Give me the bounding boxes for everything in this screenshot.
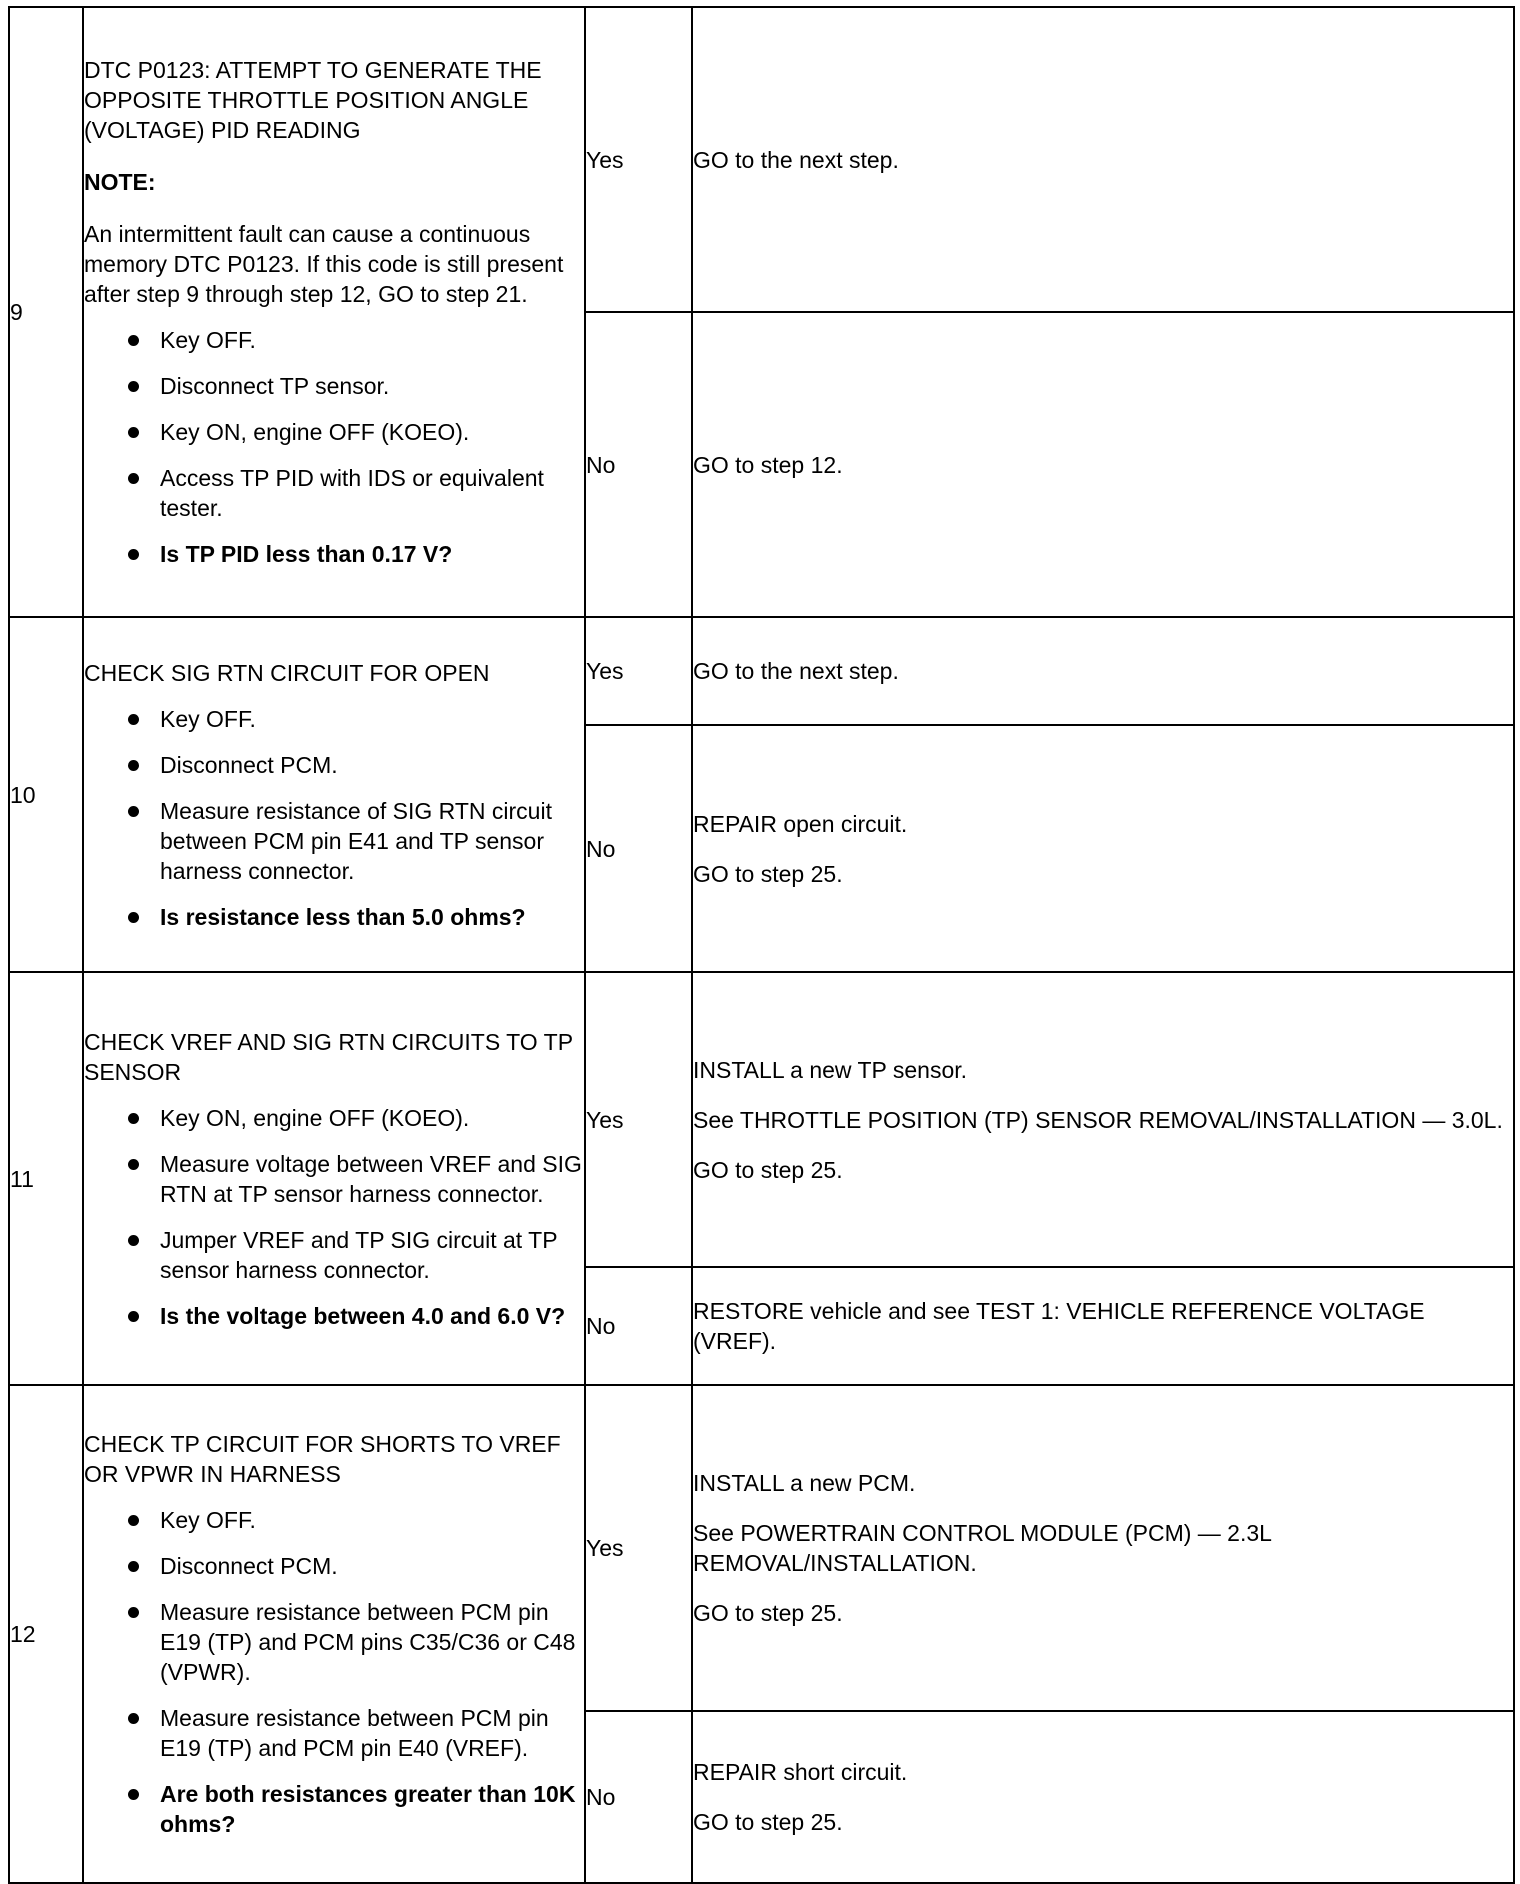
action-text: GO to step 12.: [693, 451, 843, 478]
question-item: [84, 539, 584, 569]
action-text: GO to step 25.: [693, 860, 843, 887]
result-no: No: [585, 725, 692, 972]
bullet-item: [84, 1103, 584, 1133]
bullet-item: [84, 1597, 584, 1687]
action-no: [692, 1267, 1514, 1385]
question-text: Is TP PID less than 0.17 V?: [160, 541, 453, 567]
bullet-dot-icon: [128, 806, 139, 817]
step-row-yes: [9, 1385, 1514, 1711]
note-text: An intermittent fault can cause a continuous memory DTC P0123. If this code is still present after step 9 through step 12, GO to step 21.: [84, 221, 564, 307]
step-heading: CHECK SIG RTN CIRCUIT FOR OPEN: [84, 659, 490, 686]
bullet-text: Disconnect PCM.: [160, 751, 338, 778]
step-heading: CHECK TP CIRCUIT FOR SHORTS TO VREF OR VPWR IN HARNESS: [84, 1431, 561, 1487]
bullet-dot-icon: [128, 335, 139, 346]
action-no: [692, 312, 1514, 617]
bullet-text: Key ON, engine OFF (KOEO).: [160, 1104, 470, 1131]
bullet-dot-icon: [128, 1113, 139, 1124]
bullet-item: [84, 1703, 584, 1763]
bullet-dot-icon: [128, 473, 139, 484]
note-label: NOTE:: [84, 169, 156, 195]
bullet-item: [84, 325, 584, 355]
action-yes: [692, 972, 1514, 1267]
bullet-dot-icon: [128, 760, 139, 771]
action-text: GO to the next step.: [693, 146, 899, 173]
step-bullet-list: [84, 1505, 584, 1839]
action-yes: [692, 617, 1514, 725]
action-text: See THROTTLE POSITION (TP) SENSOR REMOVAL/INSTALLATION — 3.0L.: [693, 1106, 1503, 1133]
bullet-text: Measure resistance of SIG RTN circuit between PCM pin E41 and TP sensor harness connector.: [160, 797, 552, 884]
bullet-text: Key OFF.: [160, 1507, 256, 1533]
bullet-text: Disconnect TP sensor.: [160, 373, 390, 399]
bullet-text: Measure resistance between PCM pin E19 (TP) and PCM pins C35/C36 or C48 (VPWR).: [160, 1599, 576, 1685]
action-no: [692, 725, 1514, 972]
action-text: INSTALL a new PCM.: [693, 1470, 916, 1496]
step-heading: CHECK VREF AND SIG RTN CIRCUITS TO TP SENSOR: [84, 1028, 573, 1085]
result-yes: Yes: [585, 617, 692, 725]
bullet-text: Measure voltage between VREF and SIG RTN at TP sensor harness connector.: [160, 1150, 582, 1207]
action-text: GO to step 25.: [693, 1156, 843, 1183]
step-number: 10: [9, 617, 83, 972]
step-number: 11: [9, 972, 83, 1385]
step-bullet-list: [84, 704, 584, 932]
result-yes: Yes: [585, 1385, 692, 1711]
action-text: INSTALL a new TP sensor.: [693, 1056, 968, 1083]
action-text: GO to step 25.: [693, 1600, 843, 1626]
bullet-item: [84, 1149, 584, 1209]
step-action-cell: [83, 1385, 585, 1883]
bullet-text: Key ON, engine OFF (KOEO).: [160, 419, 470, 445]
result-no: No: [585, 1267, 692, 1385]
bullet-dot-icon: [128, 1311, 139, 1322]
action-text: RESTORE vehicle and see TEST 1: VEHICLE REFERENCE VOLTAGE (VREF).: [693, 1298, 1425, 1354]
bullet-text: Jumper VREF and TP SIG circuit at TP sensor harness connector.: [160, 1226, 558, 1283]
question-item: [84, 1779, 584, 1839]
diagnostic-table: [8, 6, 1515, 1884]
bullet-item: [84, 796, 584, 886]
step-number: 9: [9, 7, 83, 617]
step-action-cell: [83, 617, 585, 972]
result-no: No: [585, 1711, 692, 1883]
bullet-dot-icon: [128, 1789, 139, 1800]
bullet-dot-icon: [128, 912, 139, 923]
result-no: No: [585, 312, 692, 617]
bullet-item: [84, 1505, 584, 1535]
bullet-dot-icon: [128, 1713, 139, 1724]
bullet-dot-icon: [128, 381, 139, 392]
bullet-text: Key OFF.: [160, 327, 256, 353]
step-bullet-list: [84, 1103, 584, 1331]
bullet-item: [84, 371, 584, 401]
step-row-yes: [9, 972, 1514, 1267]
bullet-dot-icon: [128, 549, 139, 560]
question-text: Are both resistances greater than 10K ohms?: [160, 1781, 576, 1837]
bullet-text: Access TP PID with IDS or equivalent tester.: [160, 465, 544, 521]
action-text: See POWERTRAIN CONTROL MODULE (PCM) — 2.3L REMOVAL/INSTALLATION.: [693, 1520, 1272, 1576]
action-yes: [692, 1385, 1514, 1711]
bullet-dot-icon: [128, 1515, 139, 1526]
action-no: [692, 1711, 1514, 1883]
step-row-yes: [9, 7, 1514, 312]
result-yes: Yes: [585, 972, 692, 1267]
bullet-dot-icon: [128, 1235, 139, 1246]
step-row-yes: [9, 617, 1514, 725]
action-yes: [692, 7, 1514, 312]
bullet-item: [84, 1551, 584, 1581]
result-yes: Yes: [585, 7, 692, 312]
bullet-text: Measure resistance between PCM pin E19 (TP) and PCM pin E40 (VREF).: [160, 1705, 549, 1761]
action-text: GO to the next step.: [693, 658, 899, 684]
bullet-item: [84, 1225, 584, 1285]
step-number: 12: [9, 1385, 83, 1883]
question-item: [84, 902, 584, 932]
bullet-item: [84, 750, 584, 780]
question-text: Is the voltage between 4.0 and 6.0 V?: [160, 1302, 566, 1329]
action-text: REPAIR short circuit.: [693, 1759, 908, 1785]
step-action-cell: [83, 7, 585, 617]
bullet-text: Key OFF.: [160, 705, 256, 732]
bullet-text: Disconnect PCM.: [160, 1553, 338, 1579]
bullet-dot-icon: [128, 1159, 139, 1170]
step-bullet-list: [84, 325, 584, 569]
bullet-dot-icon: [128, 1561, 139, 1572]
bullet-dot-icon: [128, 1607, 139, 1618]
bullet-item: [84, 417, 584, 447]
question-item: [84, 1301, 584, 1331]
step-heading: DTC P0123: ATTEMPT TO GENERATE THE OPPOSITE THROTTLE POSITION ANGLE (VOLTAGE) PID READING: [84, 57, 542, 143]
action-text: GO to step 25.: [693, 1809, 843, 1835]
bullet-item: [84, 704, 584, 734]
bullet-dot-icon: [128, 427, 139, 438]
question-text: Is resistance less than 5.0 ohms?: [160, 903, 526, 930]
step-action-cell: [83, 972, 585, 1385]
action-text: REPAIR open circuit.: [693, 810, 908, 837]
bullet-dot-icon: [128, 714, 139, 725]
bullet-item: [84, 463, 584, 523]
